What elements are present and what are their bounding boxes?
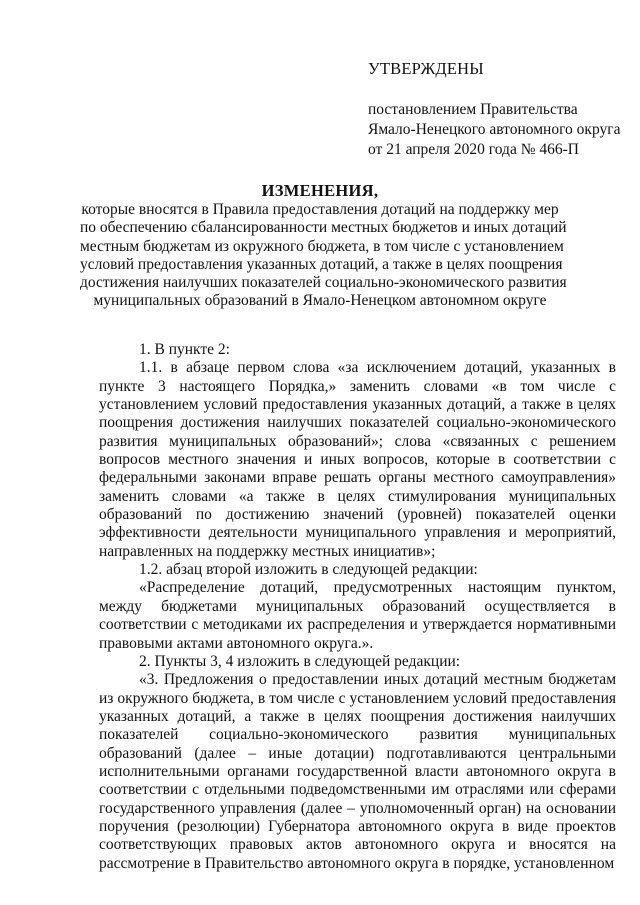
subtitle-line: по обеспечению сбалансированности местных бюджетов и иных дотаций — [80, 219, 567, 237]
paragraph-distribution: «Распределение дотаций, предусмотренных настоящим пунктом, между бюджетами муниципальных образований осуществляется в соответствии с методиками их распределения и утверждается нормативными правовыми актами автономного округа.». — [99, 579, 616, 652]
document-subtitle — [80, 201, 567, 311]
subtitle-line: условий предоставления указанных дотаций, а также в целях поощрения — [80, 255, 563, 273]
subtitle-line: местным бюджетам из окружного бюджета, в том числе с установлением — [80, 237, 564, 255]
paragraph-item-1-1: 1.1. в абзаце первом слова «за исключением дотаций, указанных в пункте 3 настоящего Порядка,» заменить словами «в том числе с установлением условий предоставления указанных дотаций, а также в целях поощрения достижения наилучших показателей социально-экономического развития муниципальных образований»; слова «связанных с решением вопросов местного значения и иных вопросов, которые в соответствии с федеральными законами вправе решать органы местного самоуправления» заменить словами «а также в целях стимулирования муниципальных образований по достижению значений (уровней) показателей оценки эффективности деятельности муниципального управления и мероприятий, направленных на поддержку местных инициатив»; — [99, 359, 616, 560]
document-body — [99, 341, 616, 873]
approval-line-decree: постановлением Правительства — [368, 101, 578, 118]
paragraph-item-1: 1. В пункте 2: — [139, 341, 230, 358]
approval-block — [368, 58, 628, 160]
approval-heading: УТВЕРЖДЕНЫ — [368, 59, 484, 78]
approval-line-region: Ямало-Ненецкого автономного округа — [368, 121, 621, 138]
subtitle-line: муниципальных образований в Ямало-Ненецком автономном округе — [93, 292, 547, 310]
paragraph-item-2: 2. Пункты 3, 4 изложить в следующей редакции: — [139, 652, 461, 670]
paragraph-item-3: «3. Предложения о предоставлении иных дотаций местным бюджетам из окружного бюджета, в том числе с установлением условий предоставления указанных дотаций, а также в целях поощрения достижения наилучших показателей социально-экономического развития муниципальных образований (далее – иные дотации) подготавливаются центральными исполнительными органами государственной власти автономного округа в соответствии с отдельными подведомственными им отраслями или сферами государственного управления (далее – уполномоченный орган) на основании поручения (резолюции) Губернатора автономного округа в виде проектов соответствующих правовых актов автономного округа и вносятся на рассмотрение в Правительство автономного округа в порядке, установленном — [99, 671, 616, 872]
approval-line-date-number: от 21 апреля 2020 года № 466-П — [368, 141, 579, 158]
paragraph-item-1-2: 1.2. абзац второй изложить в следующей редакции: — [139, 561, 478, 579]
subtitle-line: которые вносятся в Правила предоставления дотаций на поддержку мер — [81, 201, 559, 218]
document-title: ИЗМЕНЕНИЯ, — [261, 181, 379, 200]
subtitle-line: достижения наилучших показателей социально-экономического развития — [80, 274, 567, 292]
